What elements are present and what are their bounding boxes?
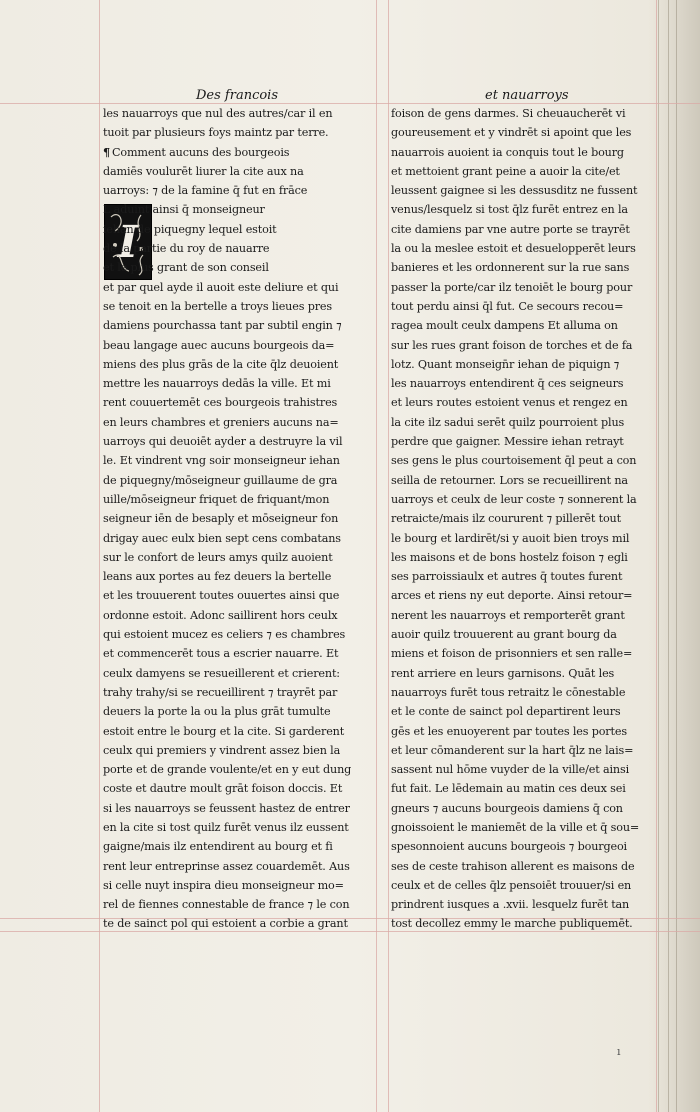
- text-line: les nauarroys entendirent q̄ ces seigneurs: [391, 377, 624, 391]
- text-line: perdre que gaigner. Messire iehan retrayt: [391, 435, 624, 449]
- text-line: porte et de grande voulente/et en y eut dung: [103, 763, 352, 777]
- text-line: fut fait. Le lēdemain au matin ces deux sei: [391, 782, 626, 796]
- text-line: rel de fiennes connestable de france ⁊ le con: [103, 898, 350, 912]
- text-line: estoit entre le bourg et la cite. Si garderent: [103, 724, 345, 738]
- text-line: damiēs voulurēt liurer la cite aux na: [103, 164, 304, 178]
- text-line: qui estoient mucez es celiers ⁊ es chambres: [103, 628, 346, 642]
- text-line: foison de gens darmes. Si cheuaucherēt vi: [391, 107, 626, 120]
- ruling-line: [656, 0, 657, 1112]
- text-line: ceulx qui premiers y vindrent assez bien la: [103, 743, 341, 757]
- text-line: uille/mōseigneur friquet de friquant/mon: [103, 492, 330, 506]
- text-line: gnoissoient le maniemēt de la ville et q̄ sou=: [391, 820, 640, 834]
- text-line: ragea moult ceulx dampens Et alluma on: [391, 319, 618, 333]
- text-line: rent arriere en leurs garnisons. Quāt les: [391, 666, 615, 680]
- text-line: auoir quilz trouuerent au grant bourg da: [391, 628, 617, 642]
- text-line: et leur cōmanderent sur la hart q̄lz ne lais=: [391, 743, 634, 757]
- text-line: deuers la porte la ou la plus grāt tumulte: [103, 705, 331, 719]
- text-line: passer la porte/car ilz tenoiēt le bourg pour: [391, 280, 633, 294]
- text-line: gneurs ⁊ aucuns bourgeois damiens q̄ con: [391, 801, 623, 815]
- text-line: trahy trahy/si se recueillirent ⁊ trayrēt par: [103, 685, 338, 699]
- text-line: leans aux portes au fez deuers la bertelle: [103, 570, 332, 584]
- text-line: sur les rues grant foison de torches et de fa: [391, 338, 633, 352]
- text-line: le. Et vindrent vng soir monseigneur iehan: [103, 454, 340, 468]
- text-line: cite damiens par vne autre porte se trayrēt: [391, 222, 630, 236]
- text-line: rent leur entreprinse assez couardemēt. Aus: [103, 859, 350, 873]
- text-line: tout perdu ainsi q̄l fut. Ce secours recou=: [391, 299, 624, 313]
- running-head-right: et nauarroys: [485, 88, 569, 103]
- text-line: lotz. Quant monseign̄r iehan de piquign ⁊: [391, 357, 620, 371]
- running-head-left: Des francois: [196, 88, 279, 103]
- initial-letter: I: [117, 216, 139, 268]
- text-line: te de sainct pol qui estoient a corbie a grant: [103, 917, 348, 931]
- footer-mark: ı: [617, 1045, 621, 1058]
- text-line: de piquegny/mōseigneur guillaume de gra: [103, 473, 338, 487]
- text-line: ceulx damyens se resueillerent et crierent:: [103, 666, 340, 680]
- ruling-line: [376, 0, 377, 1112]
- text-line: en la cite si tost quilz furēt venus ilz eussent: [103, 820, 349, 834]
- text-line: drigay auec eulx bien sept cens combatans: [103, 531, 341, 545]
- text-line: ceulx et de celles q̄lz pensoiēt trouuer/si en: [391, 878, 632, 892]
- text-line: nerent les nauarroys et remporterēt grant: [391, 608, 625, 622]
- text-line: si les nauarroys se feussent hastez de entrer: [103, 801, 350, 815]
- text-line: ses gens le plus courtoisement q̄l peut a con: [391, 454, 637, 468]
- text-line: uarroys et ceulx de leur coste ⁊ sonnerent la: [391, 492, 637, 506]
- text-line: leussent gaignee si les dessusditz ne fussent: [391, 184, 638, 198]
- text-line: seigneur iēn de besaply et mōseigneur fon: [103, 512, 339, 526]
- text-line: et mettoient grant peine a auoir la cite/et: [391, 164, 620, 178]
- text-line: rent couuertemēt ces bourgeois trahistres: [103, 396, 338, 410]
- text-line: sur le confort de leurs amys quilz auoient: [103, 550, 333, 564]
- text-line: le bourg et lardirēt/si y auoit bien troys mil: [391, 531, 630, 545]
- text-line: les nauarroys que nul des autres/car il en: [103, 107, 333, 120]
- text-line: ¶ Comment aucuns des bourgeois: [103, 143, 375, 162]
- ruling-line: [99, 0, 100, 1112]
- text-line: venus/lesquelz si tost q̄lz furēt entrez en la: [391, 203, 628, 217]
- text-line: retraicte/mais ilz coururent ⁊ pillerēt tout: [391, 512, 621, 526]
- text-line: arces et riens ny eut deporte. Ainsi retour=: [391, 589, 633, 603]
- page-edge-line: [676, 0, 677, 1112]
- text-line: gaigne/mais ilz entendirent au bourg et fi: [103, 840, 333, 854]
- text-line: iehan de piquegny lequel estoit: [103, 222, 277, 236]
- text-line: mettre les nauarroys dedās la ville. Et mi: [103, 377, 331, 391]
- text-line: sassent nul hōme vuyder de la ville/et ainsi: [391, 763, 630, 777]
- text-line: ordonne estoit. Adonc saillirent hors ceulx: [103, 608, 338, 622]
- ruling-line: [388, 0, 389, 1112]
- text-line: tuoit par plusieurs foys maintz par terre.: [103, 126, 329, 140]
- text-line: nauarrois auoient ia conquis tout le bourg: [391, 145, 624, 159]
- page-edge-line: [658, 0, 659, 1112]
- text-line: et le plus grant de son conseil: [103, 261, 269, 275]
- text-line: uarroys: ⁊ de la famine q̄ fut en frāce: [103, 184, 308, 198]
- text-line: spesonnoient aucuns bourgeois ⁊ bourgeoi: [391, 840, 627, 854]
- text-line: et leurs routes estoient venus et rengez en: [391, 396, 628, 410]
- text-line: ses de ceste trahison allerent es maisons de: [391, 859, 635, 873]
- text-line: gēs et les enuoyerent par toutes les portes: [391, 724, 627, 738]
- text-line: en leurs chambres et greniers aucuns na=: [103, 415, 339, 429]
- text-line: la ou la meslee estoit et desuelopperēt leurs: [391, 242, 636, 256]
- text-column-right: [391, 104, 654, 934]
- text-column-left: [103, 104, 375, 934]
- text-line: banieres et les ordonnerent sur la rue sans: [391, 261, 630, 275]
- text-line: goureusement et y vindrēt si apoint que les: [391, 126, 632, 140]
- text-line: uarroys qui deuoiēt ayder a destruyre la vil: [103, 435, 343, 449]
- text-line: miens et foison de prisonniers et sen ralle=: [391, 647, 633, 661]
- text-line: prindrent iusques a .xvii. lesquelz furēt tan: [391, 898, 630, 912]
- text-line: et le conte de sainct pol departirent leurs: [391, 705, 621, 719]
- text-line: seilla de retourner. Lors se recueillirent na: [391, 473, 628, 487]
- text-line: beau langage auec aucuns bourgeois da=: [103, 338, 335, 352]
- text-line: et commencerēt tous a escrier nauarre. Et: [103, 647, 339, 661]
- text-line: de la partie du roy de nauarre: [103, 242, 270, 256]
- text-line: damiens pourchassa tant par subtil engin ⁊: [103, 319, 342, 333]
- text-line: les maisons et de bons hostelz foison ⁊ egli: [391, 550, 628, 564]
- text-line: L aduint ainsi q̄ monseigneur: [103, 203, 265, 217]
- text-line: ses parroissiaulx et autres q̄ toutes furent: [391, 570, 623, 584]
- page-edge-line: [668, 0, 669, 1112]
- text-line: la cite ilz sadui serēt quilz pourroient plus: [391, 415, 625, 429]
- text-line: et par quel ayde il auoit este deliure et qui: [103, 280, 339, 294]
- text-line: tost decollez emmy le marche publiquemēt.: [391, 917, 633, 931]
- text-line: se tenoit en la bertelle a troys lieues pres: [103, 299, 332, 313]
- text-line: nauarroys furēt tous retraitz le cōnestable: [391, 685, 626, 699]
- text-line: et les trouuerent toutes ouuertes ainsi que: [103, 589, 340, 603]
- text-line: si celle nuyt inspira dieu monseigneur mo=: [103, 878, 344, 892]
- text-line: coste et dautre moult grāt foison doccis. Et: [103, 782, 343, 796]
- text-line: miens des plus grās de la cite q̄lz deuoient: [103, 357, 339, 371]
